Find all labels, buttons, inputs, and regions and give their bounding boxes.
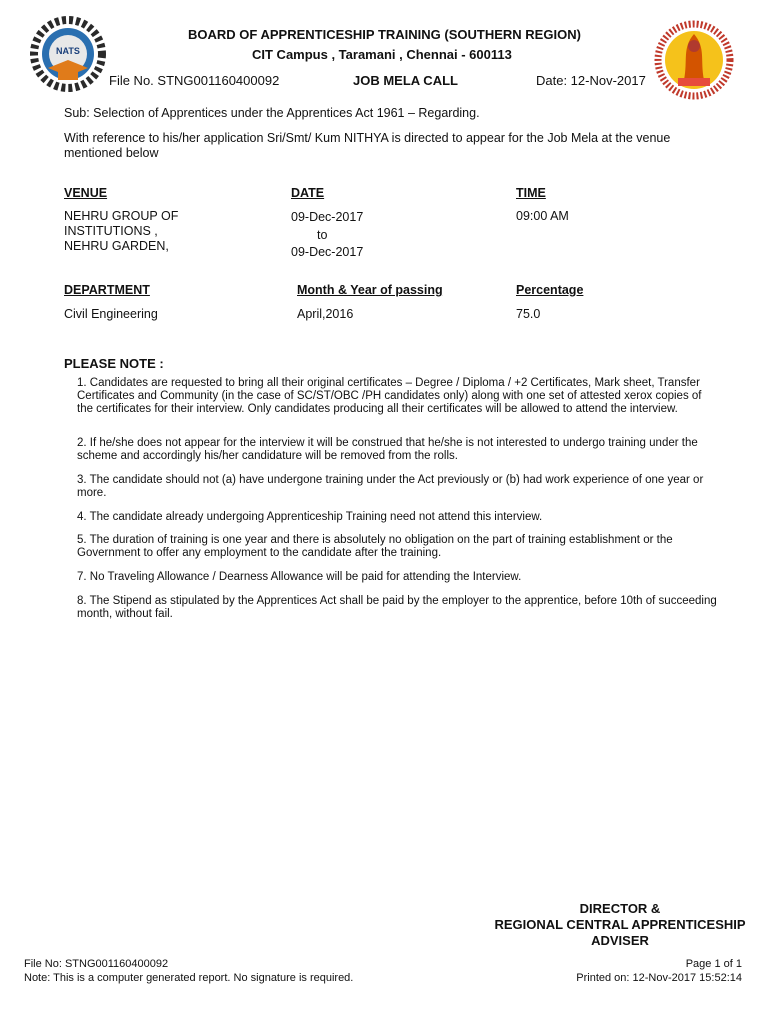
- date-header: DATE: [291, 186, 325, 200]
- note-item: 1. Candidates are requested to bring all their original certificates – Degree / Diploma / +2 Certificates, Mark sheet, Transfer Certificates and Community (in the case of SC/ST/OBC /PH candidates only) along with one set of attested xerox copies of the certificates for their interview. Only candidates producing all their certificates will be allowed to attend the interview.: [77, 377, 702, 415]
- org-address: CIT Campus , Taramani , Chennai - 600113: [252, 47, 512, 62]
- file-number: File No. STNG001160400092: [109, 73, 280, 88]
- date-range: [291, 209, 363, 262]
- note-item: 4. The candidate already undergoing Apprenticeship Training need not attend this interview.: [77, 511, 543, 523]
- signature-title: [470, 901, 768, 949]
- notes-heading: PLEASE NOTE :: [64, 356, 164, 371]
- nats-logo: [26, 12, 110, 96]
- venue-header: VENUE: [64, 186, 108, 200]
- signature-line: REGIONAL CENTRAL APPRENTICESHIP: [494, 917, 746, 932]
- department-value: Civil Engineering: [64, 307, 158, 321]
- footer-page-number: Page 1 of 1: [685, 958, 742, 970]
- signature-line: DIRECTOR &: [579, 901, 661, 916]
- boat-logo: [654, 20, 734, 100]
- subject-line: Sub: Selection of Apprentices under the Apprentices Act 1961 – Regarding.: [64, 106, 480, 120]
- department-header: DEPARTMENT: [64, 283, 150, 297]
- document-date: Date: 12-Nov-2017: [536, 73, 646, 88]
- time-value: 09:00 AM: [516, 209, 569, 223]
- note-item: 8. The Stipend as stipulated by the Apprentices Act shall be paid by the employer to the apprentice, before 10th of succeeding month, without fail.: [77, 595, 717, 620]
- time-header: TIME: [516, 186, 546, 200]
- passing-header: Month & Year of passing: [297, 283, 443, 297]
- document-type: JOB MELA CALL: [353, 73, 458, 88]
- footer-file-number: File No: STNG001160400092: [24, 958, 169, 970]
- venue-line: INSTITUTIONS ,: [64, 224, 158, 238]
- venue-line: NEHRU GARDEN,: [64, 239, 169, 253]
- note-item: 3. The candidate should not (a) have undergone training under the Act previously or (b) had work experience of one year or more.: [77, 474, 704, 499]
- date-from: 09-Dec-2017: [291, 210, 364, 224]
- percentage-value: 75.0: [516, 307, 541, 321]
- signature-line: ADVISER: [591, 933, 649, 948]
- date-to: 09-Dec-2017: [291, 245, 364, 259]
- nats-logo-text: NATS: [56, 46, 80, 56]
- date-to-word: to: [317, 227, 328, 242]
- venue-line: NEHRU GROUP OF: [64, 209, 179, 223]
- footer-printed-on: Printed on: 12-Nov-2017 15:52:14: [576, 972, 742, 984]
- footer-note: Note: This is a computer generated report. No signature is required.: [24, 972, 354, 984]
- note-item: 2. If he/she does not appear for the interview it will be construed that he/she is not interested to undergo training under the scheme and accordingly his/her candidature will be removed from the rolls.: [77, 437, 698, 462]
- note-item: 5. The duration of training is one year and there is absolutely no obligation on the part of training establishment or the Government to offer any employment to the candidate after the training.: [77, 534, 673, 559]
- passing-value: April,2016: [297, 307, 354, 321]
- intro-paragraph: With reference to his/her application Sri/Smt/ Kum NITHYA is directed to appear for the Job Mela at the venue mentioned below: [64, 131, 671, 160]
- note-item: 7. No Traveling Allowance / Dearness Allowance will be paid for attending the Interview.: [77, 571, 522, 583]
- venue-value: [64, 209, 178, 254]
- org-title: BOARD OF APPRENTICESHIP TRAINING (SOUTHERN REGION): [188, 27, 581, 42]
- percentage-header: Percentage: [516, 283, 584, 297]
